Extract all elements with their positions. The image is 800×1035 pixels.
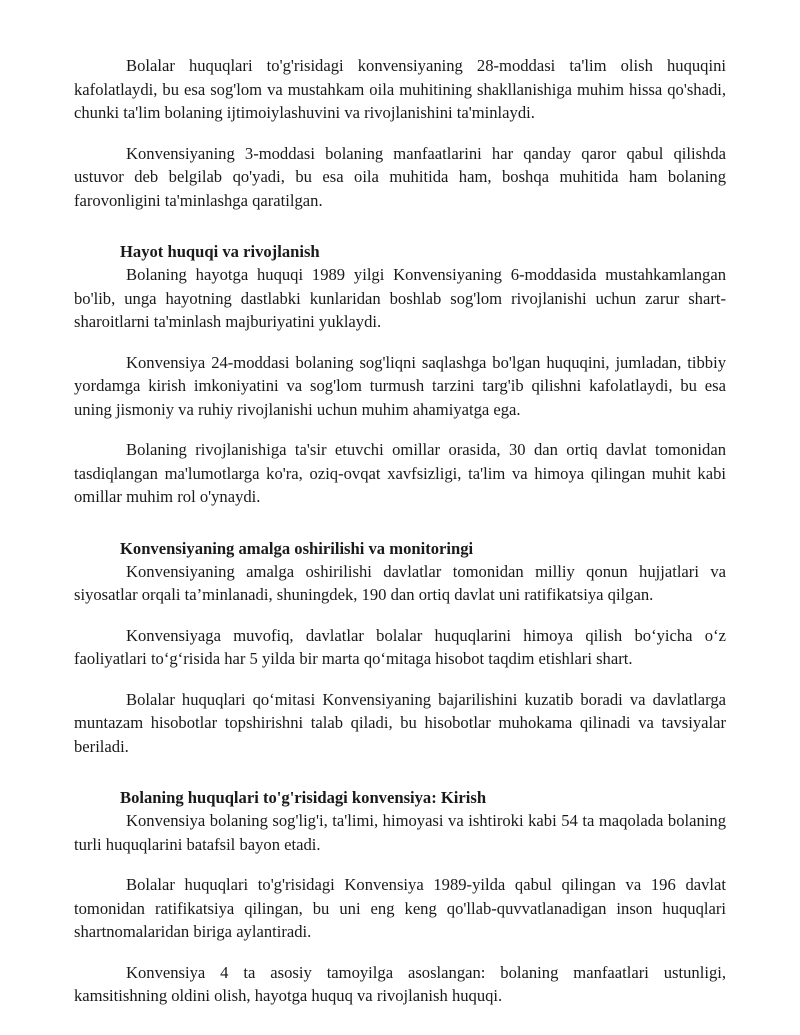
heading-introduction: Bolaning huquqlari to'g'risidagi konvensiya: Kirish <box>120 788 487 807</box>
heading-implementation-monitoring: Konvensiyaning amalga oshirilishi va monitoringi <box>120 538 474 558</box>
paragraph-article-28: Bolalar huquqlari to'g'risidagi konvensiyaning 28-moddasi ta'lim olish huquqini kafolatlaydi, bu esa sog'lom va mustahkam oila muhitining shakllanishiga muhim hissa qo'shadi, chunki ta'lim bolaning ijtimoiylashuvini va rivojlanishini ta'minlaydi. <box>74 56 726 122</box>
paragraph-development-factors: Bolaning rivojlanishiga ta'sir etuvchi omillar orasida, 30 dan ortiq davlat tomonidan tasdiqlangan ma'lumotlarga ko'ra, oziq-ovqat xavfsizligi, ta'lim va himoya qilingan muhit kabi omillar muhim rol o'ynaydi. <box>74 440 726 506</box>
section-gap <box>74 229 726 241</box>
paragraph-article-6: Bolaning hayotga huquqi 1989 yilgi Konvensiyaning 6-moddasida mustahkamlangan bo'lib, unga hayotning dastlabki kunlaridan boshlab sog'lom rivojlanishi uchun zarur shart-sharoitlarni ta'minlash majburiyatini yuklaydi. <box>74 265 726 331</box>
paragraph-implementation: Konvensiyaning amalga oshirilishi davlatlar tomonidan milliy qonun hujjatlari va siyosatlar orqali ta’minlanadi, shuningdek, 190 dan ortiq davlat uni ratifikatsiya qilgan. <box>74 561 726 604</box>
paragraph-committee: Bolalar huquqlari qo‘mitasi Konvensiyaning bajarilishini kuzatib boradi va davlatlarga muntazam hisobotlar topshirishni talab qiladi, bu hisobotlar muhokama qilinadi va tavsiyalar beriladi. <box>74 689 726 756</box>
paragraph-articles-count: Konvensiya bolaning sog'lig'i, ta'limi, himoyasi va ishtiroki kabi 54 ta maqolada bolaning turli huquqlarini batafsil bayon etadi. <box>74 811 726 854</box>
paragraph-article-24: Konvensiya 24-moddasi bolaning sog'liqni saqlashga bo'lgan huquqini, jumladan, tibbiy yordamga kirish imkoniyatini va sog'lom turmush tarzini targ'ib qilishni kafolatlaydi, bu esa uning jismoniy va ruhiy rivojlanishi uchun muhim ahamiyatga ega. <box>74 352 726 419</box>
paragraph-ratification: Bolalar huquqlari to'g'risidagi Konvensiya 1989-yilda qabul qilingan va 196 davlat tomonidan ratifikatsiya qilingan, bu uni eng keng qo'llab-quvvatlanadigan inson huquqlari shartnomalaridan biriga aylantiradi. <box>74 875 726 941</box>
paragraph-article-3: Konvensiyaning 3-moddasi bolaning manfaatlarini har qanday qaror qabul qilishda ustuvor deb belgilab qo'yadi, bu esa oila muhitida ham, boshqa muhitida ham bolaning farovonligini ta'minlashga qaratilgan. <box>74 143 726 210</box>
paragraph-reporting: Konvensiyaga muvofiq, davlatlar bolalar huquqlarini himoya qilish bo‘yicha o‘z faoliyatlari to‘g‘risida har 5 yilda bir marta qo‘mitaga hisobot taqdim etishlari shart. <box>74 625 726 668</box>
paragraph-principles: Konvensiya 4 ta asosiy tamoyilga asoslangan: bolaning manfaatlari ustunligi, kamsitishning oldini olish, hayotga huquq va rivojlanish huquqi. <box>74 962 726 1005</box>
section-gap <box>74 526 726 538</box>
document-page <box>74 54 726 1025</box>
heading-right-to-life: Hayot huquqi va rivojlanish <box>120 242 320 261</box>
section-gap <box>74 775 726 787</box>
